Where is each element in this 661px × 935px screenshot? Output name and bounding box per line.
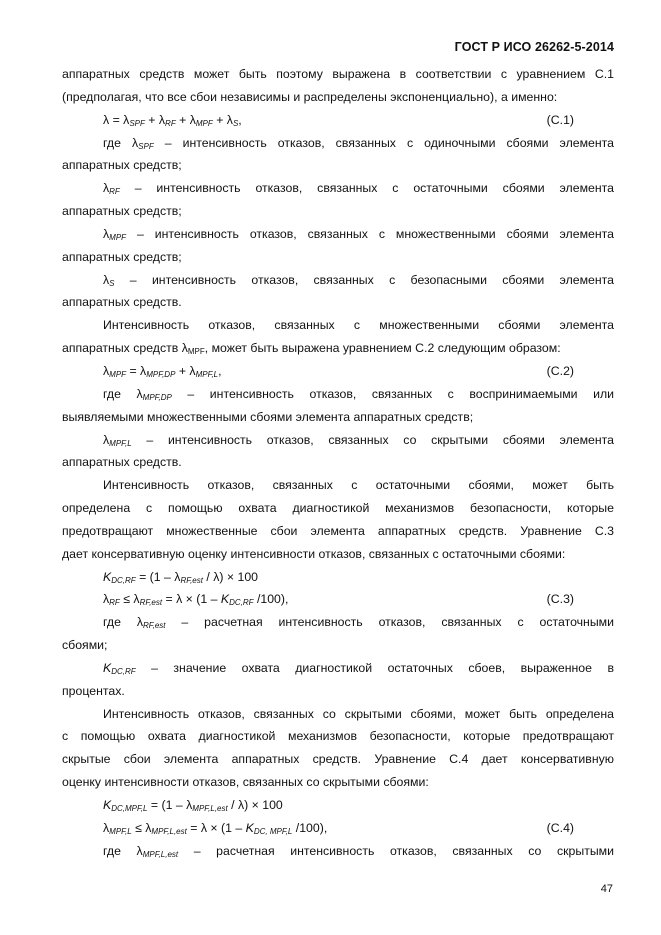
formula-kdc-mpf-l: $K_{DC,MPF,L} = (1 - \lambda_{MPF,L,est} / \lambda) \times 100$ — [103, 798, 283, 813]
text-line: выявляемыми множественными сбоями элемента аппаратных средств; — [62, 409, 474, 424]
equation-c4: $\lambda_{MPF,L} \le \lambda_{MPF,L,est} = \lambda \times (1 - K_{DC, MPF,L}$ /100), (С.4) — [62, 817, 614, 840]
definition-spf: где $\lambda_{SPF}$ – интенсивность отказов, связанных с одиночными сбоями элемента — [103, 135, 614, 151]
equation-c1: $\lambda = \lambda_{SPF} + \lambda_{RF} + \lambda_{MPF} + \lambda_S$, (С.1) — [62, 109, 614, 132]
text-line: дает консервативную оценку интенсивности отказов, связанных с остаточными сбоями: — [62, 546, 566, 561]
definition-mpf-l-est: где $\lambda_{MPF,L,est}$ – расчетная интенсивность отказов, связанных со скрытыми — [103, 843, 614, 859]
equation-number: (С.3) — [546, 592, 574, 607]
definition-rf: $\lambda_{RF}$ – интенсивность отказов, связанных с остаточными сбоями элемента — [103, 181, 614, 197]
text-line: оценку интенсивности отказов, связанных со скрытыми сбоями: — [62, 775, 429, 790]
definition-s: $\lambda_S$ – интенсивность отказов, связанных с безопасными сбоями элемента — [103, 272, 614, 288]
text-line: аппаратных средств; — [62, 204, 182, 219]
text-line: Интенсивность отказов, связанных с множественными сбоями элемента — [103, 318, 614, 333]
text-line: аппаратных средств $\lambda_{MPF}$, может быть выражена уравнением С.2 следующим образом: — [62, 341, 561, 357]
text-line: с помощью охвата диагностикой механизмов безопасности, которые предотвращают — [62, 729, 614, 744]
text-line: процентах. — [62, 683, 125, 698]
definition-mpf-dp: где $\lambda_{MPF,DP}$ – интенсивность отказов, связанных с воспринимаемыми или — [103, 386, 614, 402]
formula-kdc-rf: $K_{DC,RF} = (1 - \lambda_{RF,est} / \lambda) \times 100$ — [103, 569, 258, 585]
text-line: Интенсивность отказов, связанных со скрытыми сбоями, может быть определена — [103, 706, 614, 721]
text-line: аппаратных средств может быть поэтому выражена в соответствии с уравнением С.1 — [62, 67, 614, 81]
definition-kdc-rf: $K_{DC,RF}$ – значение охвата диагностикой остаточных сбоев, выраженное в — [103, 660, 614, 676]
equation-number: (С.4) — [546, 820, 574, 835]
text-line: Интенсивность отказов, связанных с остаточными сбоями, может быть — [103, 478, 614, 493]
text-line: (предполагая, что все сбои независимы и распределены экспоненциально), а именно: — [62, 89, 558, 104]
definition-mpf: $\lambda_{MPF}$ – интенсивность отказов, связанных с множественными сбоями элемента — [103, 226, 614, 242]
text-line: сбоями; — [62, 638, 108, 653]
equation-number: (С.2) — [546, 363, 574, 378]
text-line: аппаратных средств. — [62, 295, 182, 310]
page-number: 47 — [600, 883, 613, 895]
equation-number: (С.1) — [546, 112, 574, 127]
text-line: скрытые сбои элемента аппаратных средств. Уравнение С.4 дает консервативную — [62, 752, 614, 767]
document-body — [62, 63, 614, 863]
text-line: аппаратных средств. — [62, 455, 182, 470]
document-header: ГОСТ Р ИСО 26262-5-2014 — [454, 40, 614, 54]
equation-c3: $\lambda_{RF} \le \lambda_{RF,est} = \lambda \times (1 - K_{DC,RF}$ /100), (С.3) — [62, 588, 614, 611]
text-line: аппаратных средств; — [62, 158, 182, 173]
definition-mpf-l: $\lambda_{MPF,L}$ – интенсивность отказов, связанных со скрытыми сбоями элемента — [103, 432, 614, 448]
text-line: аппаратных средств; — [62, 249, 182, 264]
definition-rf-est: где $\lambda_{RF,est}$ – расчетная интенсивность отказов, связанных с остаточными — [103, 615, 614, 631]
text-line: определена с помощью охвата диагностикой механизмов безопасности, которые — [62, 501, 614, 516]
equation-c2: $\lambda_{MPF} = \lambda_{MPF,DP} + \lambda_{MPF,L}$, (С.2) — [62, 360, 614, 383]
text-line: предотвращают множественные сбои элемента аппаратных средств. Уравнение С.3 — [62, 523, 614, 538]
